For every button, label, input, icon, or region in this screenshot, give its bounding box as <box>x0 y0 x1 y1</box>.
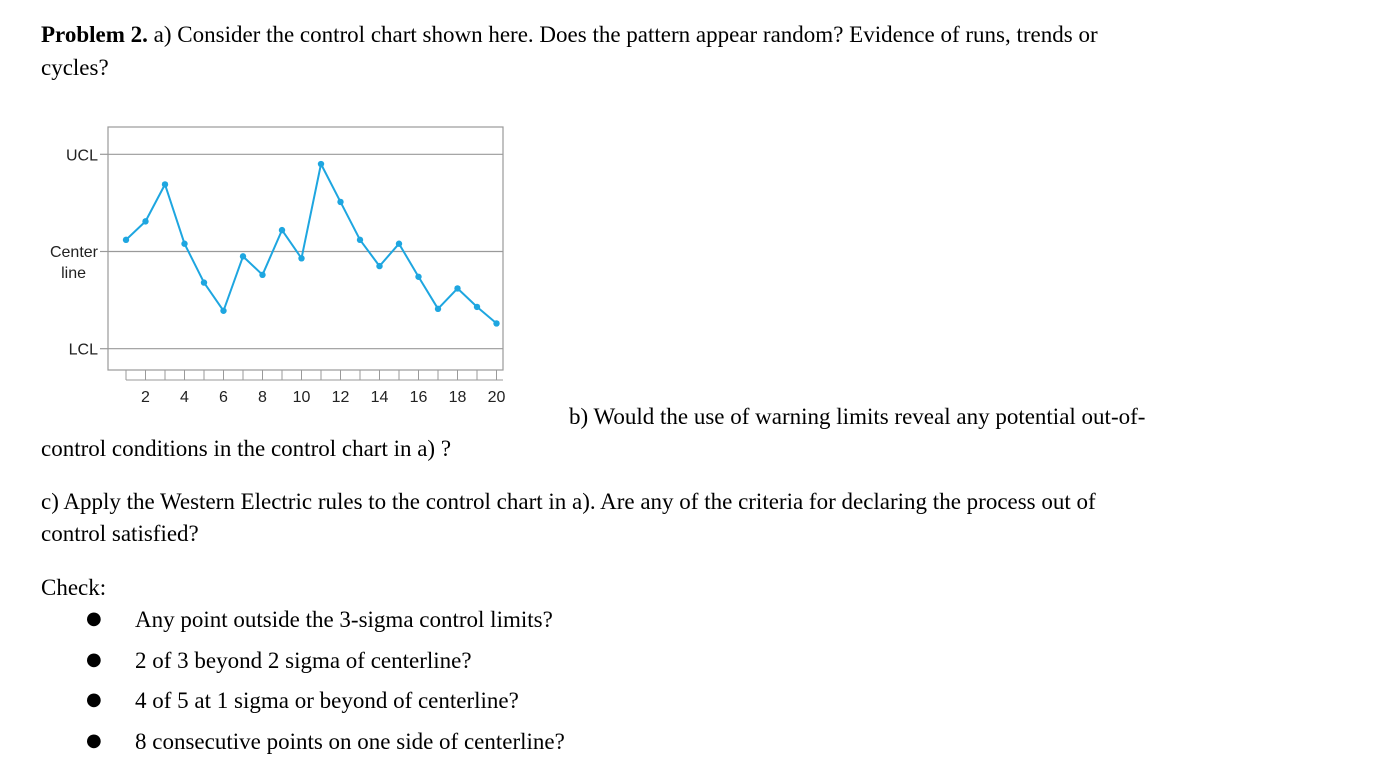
data-point <box>220 308 226 314</box>
data-point <box>337 199 343 205</box>
data-point <box>415 274 421 280</box>
data-point <box>376 263 382 269</box>
x-tick-label: 18 <box>448 389 467 406</box>
x-tick-label: 12 <box>331 389 350 406</box>
bullet-icon: ● <box>86 689 102 710</box>
chart-frame <box>108 127 503 370</box>
part-a-line-2: cycles? <box>41 55 109 80</box>
data-point <box>454 285 460 291</box>
data-point <box>162 181 168 187</box>
x-tick-label: 10 <box>292 389 311 406</box>
data-point <box>142 218 148 224</box>
data-point <box>240 253 246 259</box>
part-c-line-1: c) Apply the Western Electric rules to the control chart in a). Are any of the criteria for declaring the process out of <box>41 489 1096 514</box>
x-tick-label: 8 <box>258 389 267 406</box>
center-line-label-2: line <box>61 265 86 282</box>
check-item-1-text: Any point outside the 3-sigma control limits? <box>135 607 553 632</box>
x-tick-label: 4 <box>180 389 189 406</box>
data-point <box>201 279 207 285</box>
x-ticks <box>126 370 497 380</box>
lcl-label: LCL <box>68 341 98 359</box>
check-label: Check: <box>41 575 107 600</box>
part-c-line-2: control satisfied? <box>41 521 199 546</box>
bullet-icon: ● <box>86 730 102 751</box>
data-point <box>123 237 129 243</box>
x-tick-label: 2 <box>141 389 150 406</box>
data-point <box>318 161 324 167</box>
problem-label: Problem 2. <box>41 22 148 47</box>
bullet-icon: ● <box>86 608 102 629</box>
part-a-text: a) Consider the control chart shown here. Does the pattern appear random? Evidence of runs, trends or <box>153 22 1098 47</box>
x-tick-label: 20 <box>487 389 506 406</box>
data-point <box>357 237 363 243</box>
data-point <box>259 272 265 278</box>
data-point <box>181 241 187 247</box>
x-tick-label: 14 <box>370 389 389 406</box>
check-item-2-text: 2 of 3 beyond 2 sigma of centerline? <box>135 648 472 673</box>
data-point <box>435 306 441 312</box>
check-item-3-text: 4 of 5 at 1 sigma or beyond of centerline? <box>135 688 519 713</box>
x-tick-label: 16 <box>409 389 428 406</box>
x-tick-labels <box>141 389 505 406</box>
bullet-icon: ● <box>86 649 102 670</box>
part-b-line-1: b) Would the use of warning limits reveal any potential out-of- <box>569 404 1146 429</box>
check-item-4-text: 8 consecutive points on one side of centerline? <box>135 729 565 754</box>
ucl-label: UCL <box>65 147 98 165</box>
data-point <box>279 227 285 233</box>
data-point <box>298 255 304 261</box>
data-point <box>474 304 480 310</box>
data-point <box>493 320 499 326</box>
data-point <box>396 241 402 247</box>
x-tick-label: 6 <box>219 389 228 406</box>
center-line-label-1: Center <box>49 244 98 261</box>
part-b-line-2: control conditions in the control chart in a) ? <box>41 436 452 461</box>
